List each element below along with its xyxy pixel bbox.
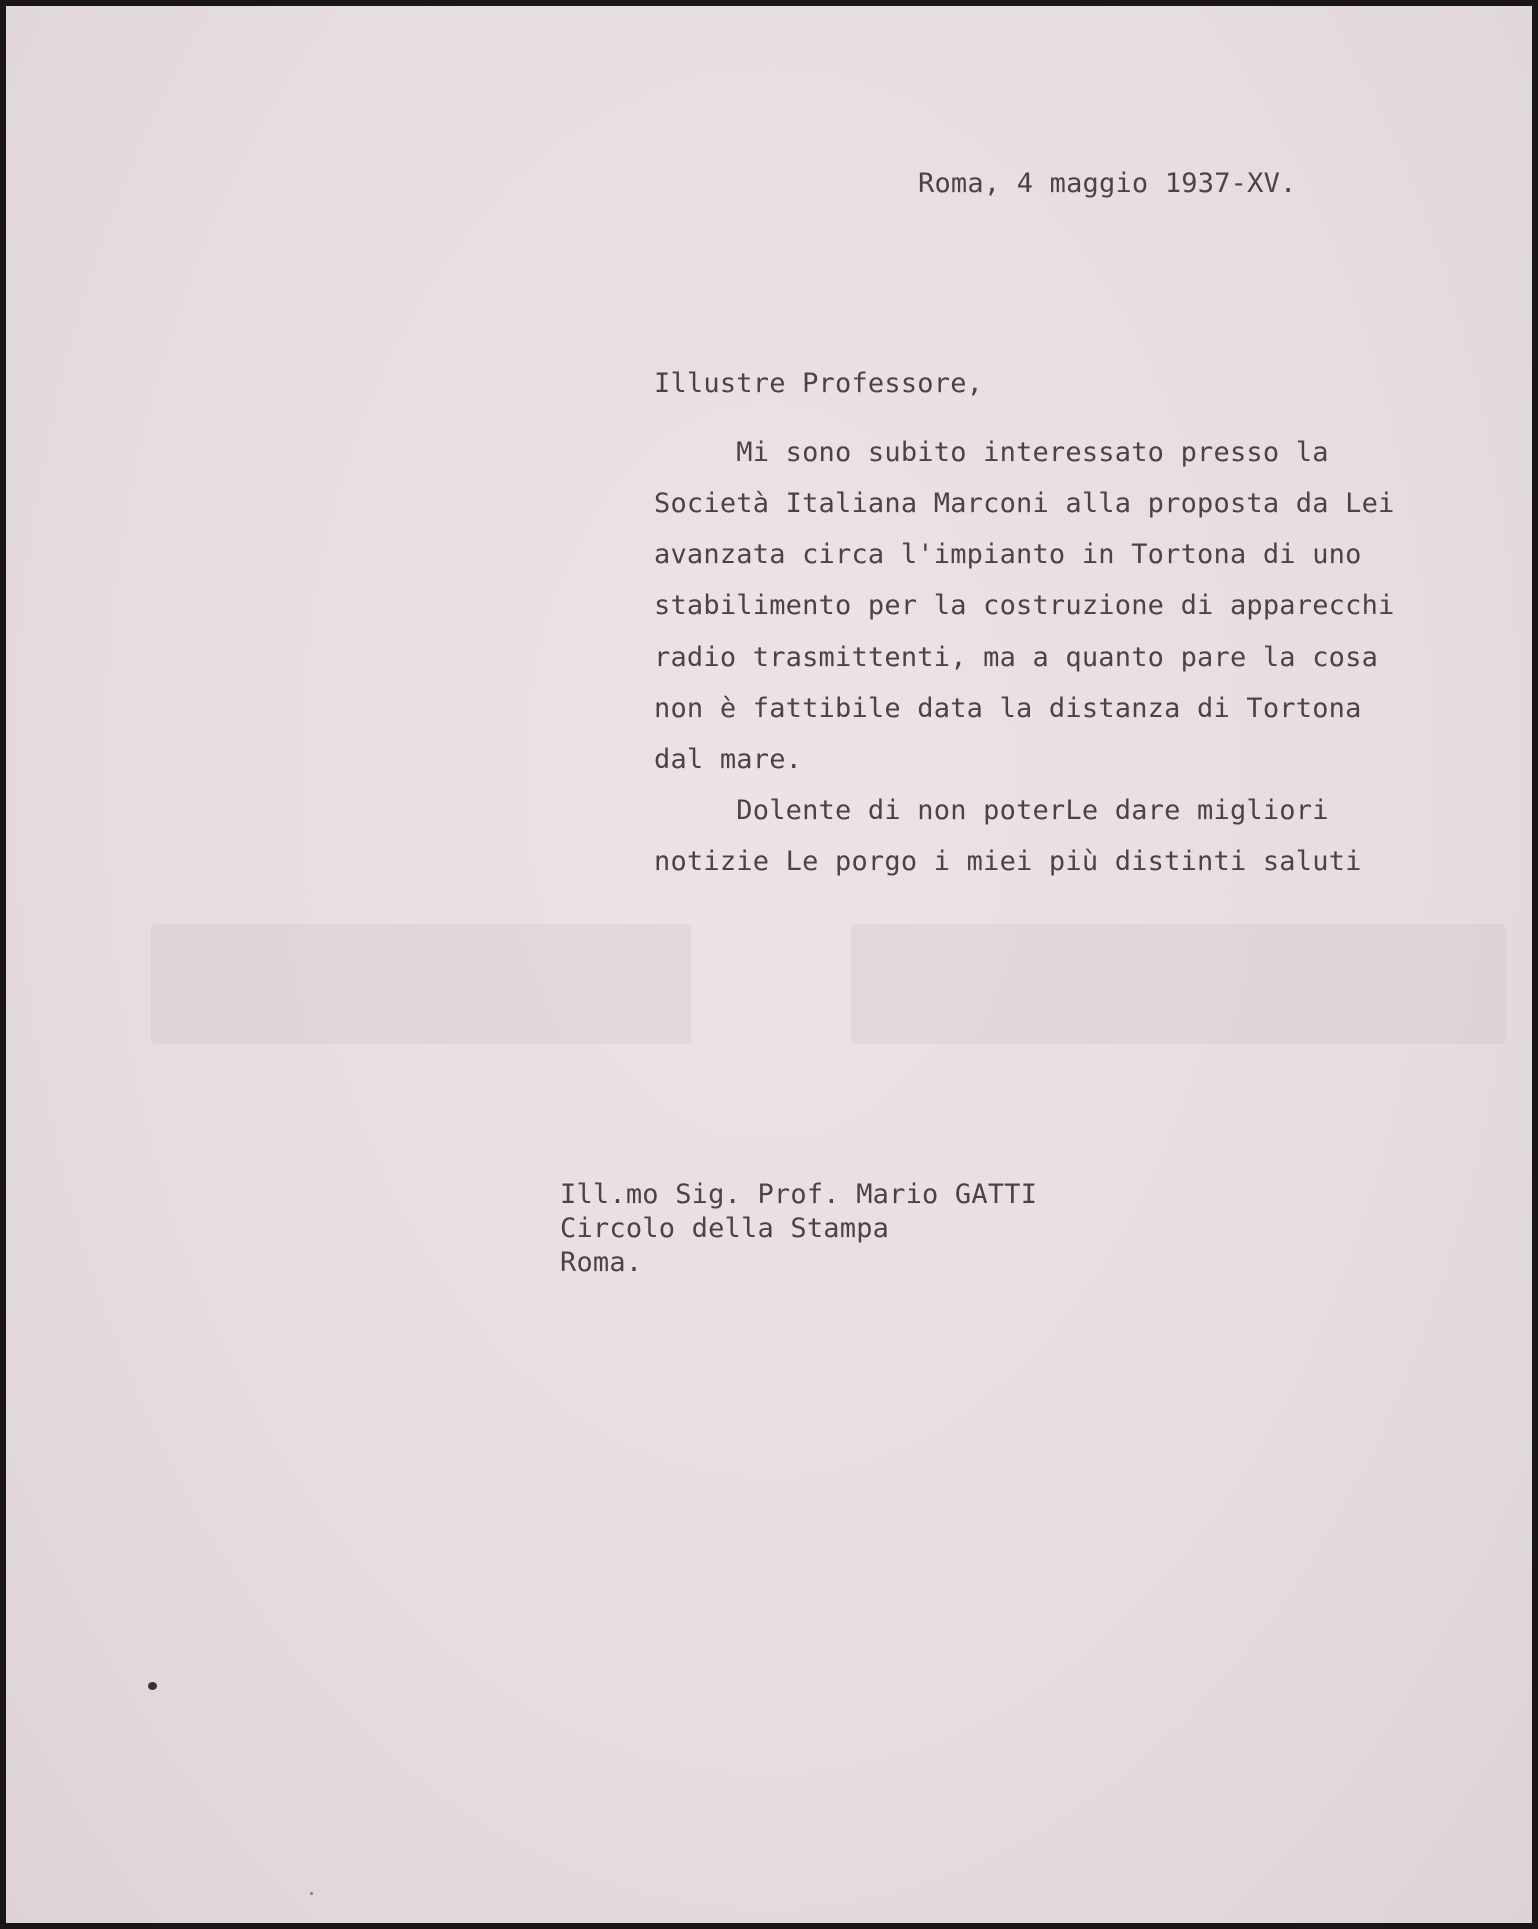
body-line: Società Italiana Marconi alla proposta da Lei [654,488,1395,519]
address-line: Ill.mo Sig. Prof. Mario GATTI [560,1179,1038,1210]
body-line: non è fattibile data la distanza di Tortona [654,693,1362,724]
show-through-letterhead [151,924,1506,1054]
body-line: radio trasmittenti, ma a quanto pare la cosa [654,642,1379,673]
body-line: avanzata circa l'impianto in Tortona di uno [654,539,1362,570]
body-line: notizie Le porgo i miei più distinti saluti [654,846,1362,877]
body-line: stabilimento per la costruzione di apparecchi [654,590,1395,621]
address-line: Circolo della Stampa [560,1213,890,1244]
letter-page [6,6,1532,1923]
body-line: Mi sono subito interessato presso la [654,437,1329,468]
paper-speck [310,1892,313,1895]
body-line: Dolente di non poterLe dare migliori [654,795,1329,826]
salutation: Illustre Professore, [654,368,984,399]
body-line: dal mare. [654,744,803,775]
address-line: Roma. [560,1247,643,1278]
paper-speck [148,1682,157,1690]
dateline: Roma, 4 maggio 1937-XV. [918,168,1297,199]
